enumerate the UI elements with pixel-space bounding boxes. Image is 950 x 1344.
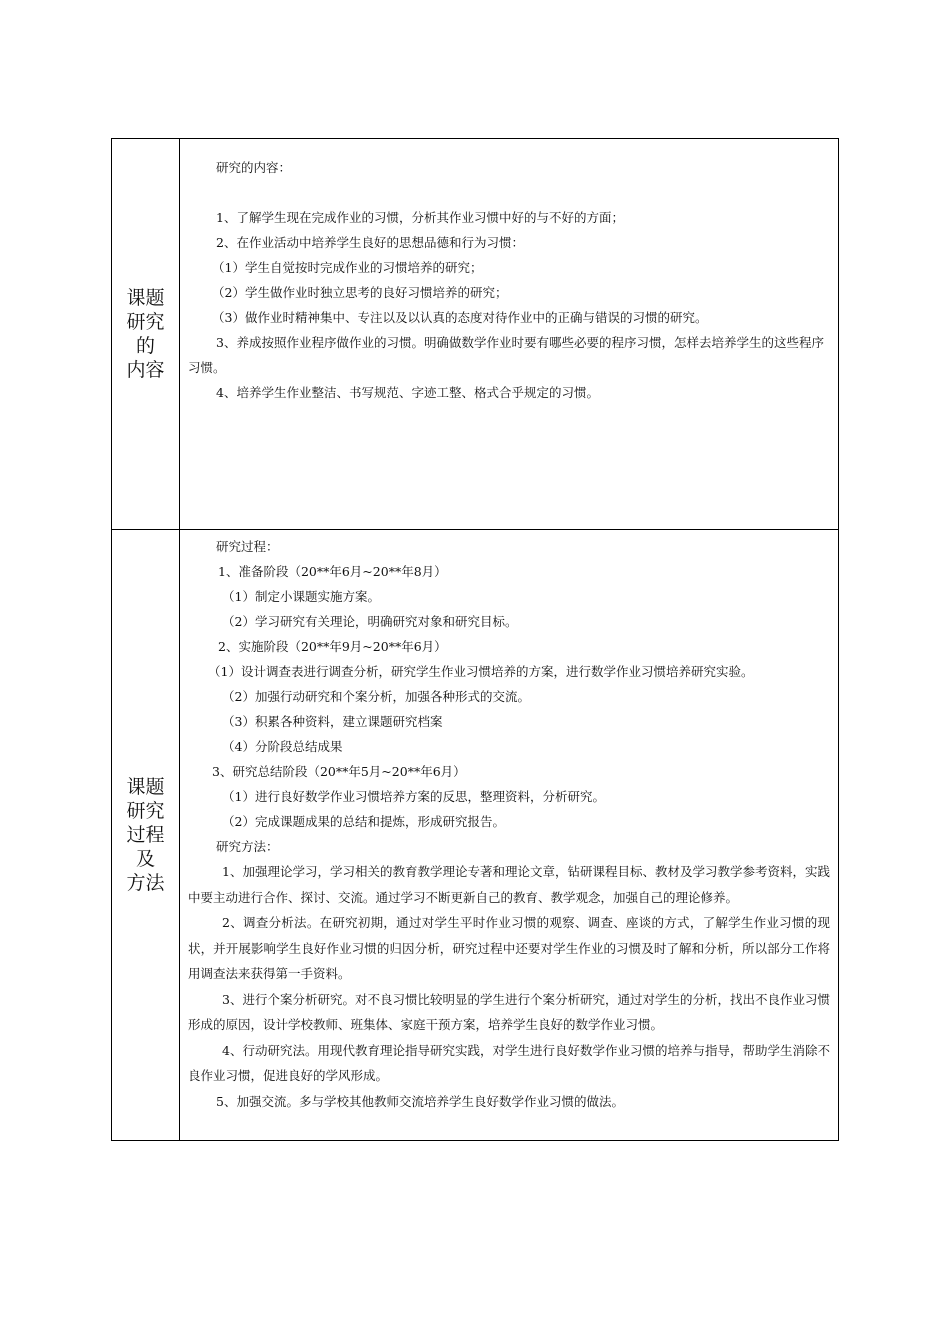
- process-item: （1）进行良好数学作业习惯培养方案的反思，整理资料，分析研究。: [222, 789, 605, 804]
- label-line: 研究: [126, 311, 165, 333]
- process-item: 2、实施阶段（20**年9月~20**年6月）: [218, 639, 447, 654]
- process-item: （1）制定小课题实施方案。: [222, 589, 380, 604]
- label-research-content: [112, 139, 180, 530]
- method-heading: 研究方法：: [216, 839, 279, 854]
- research-table: [111, 138, 839, 1141]
- content-item: 1、了解学生现在完成作业的习惯，分析其作业习惯中好的与不好的方面；: [216, 210, 624, 225]
- method-paragraph: 4、行动研究法。用现代教育理论指导研究实践，对学生进行良好数学作业习惯的培养与指导，帮助学生消除不良作业习惯，促进良好的学风形成。: [188, 1042, 830, 1083]
- process-item: 1、准备阶段（20**年6月~20**年8月）: [218, 564, 447, 579]
- table-row-content: [112, 139, 839, 530]
- label-line: 课题: [126, 776, 165, 798]
- content-heading: 研究的内容：: [216, 160, 292, 175]
- content-item: 2、在作业活动中培养学生良好的思想品德和行为习惯：: [216, 235, 524, 250]
- label-line: 及: [135, 848, 155, 870]
- method-paragraph: 3、进行个案分析研究。对不良习惯比较明显的学生进行个案分析研究，通过对学生的分析，找出不良作业习惯形成的原因，设计学校教师、班集体、家庭干预方案，培养学生良好的数学作业习惯。: [188, 991, 830, 1032]
- label-line: 的: [135, 335, 155, 357]
- content-item: 3、养成按照作业程序做作业的习惯。明确做数学作业时要有哪些必要的程序习惯，怎样去培养学生的这些程序习惯。: [188, 335, 824, 375]
- label-line: 研究: [126, 800, 165, 822]
- label-line: 过程: [126, 824, 165, 846]
- label-line: 课题: [126, 287, 165, 309]
- research-process-cell: [180, 530, 839, 1141]
- content-item: （1）学生自觉按时完成作业的习惯培养的研究；: [212, 260, 483, 275]
- process-item: （2）完成课题成果的总结和提炼，形成研究报告。: [222, 814, 505, 829]
- process-item: （1）设计调查表进行调查分析，研究学生作业习惯培养的方案，进行数学作业习惯培养研究实验。: [208, 664, 754, 679]
- research-content-cell: [180, 139, 839, 530]
- content-item: 4、培养学生作业整洁、书写规范、字迹工整、格式合乎规定的习惯。: [216, 385, 599, 400]
- method-paragraph: 5、加强交流。多与学校其他教师交流培养学生良好数学作业习惯的做法。: [216, 1093, 624, 1109]
- content-item: （2）学生做作业时独立思考的良好习惯培养的研究；: [212, 285, 508, 300]
- process-item: （2）加强行动研究和个案分析，加强各种形式的交流。: [222, 689, 530, 704]
- label-line: 内容: [126, 359, 165, 381]
- process-item: （4）分阶段总结成果: [222, 739, 343, 754]
- process-item: （2）学习研究有关理论，明确研究对象和研究目标。: [222, 614, 518, 629]
- process-item: （3）积累各种资料，建立课题研究档案: [222, 714, 443, 729]
- process-heading: 研究过程：: [216, 539, 279, 554]
- content-item: （3）做作业时精神集中、专注以及以认真的态度对待作业中的正确与错误的习惯的研究。: [212, 310, 708, 325]
- label-line: 方法: [126, 872, 165, 894]
- method-paragraph: 1、加强理论学习，学习相关的教育教学理论专著和理论文章，钻研课程目标、教材及学习教学参考资料，实践中要主动进行合作、探讨、交流。通过学习不断更新自己的教育、教学观念，加强自己的理论修养。: [188, 864, 830, 905]
- method-paragraph: 2、调查分析法。在研究初期，通过对学生平时作业习惯的观察、调查、座谈的方式，了解学生作业习惯的现状，并开展影响学生良好作业习惯的归因分析，研究过程中还要对学生作业的习惯及时了解和分析，所以部分工作将用调查法来获得第一手资料。: [188, 915, 830, 981]
- label-research-process: [112, 530, 180, 1141]
- table-row-process: [112, 530, 839, 1141]
- process-item: 3、研究总结阶段（20**年5月~20**年6月）: [212, 764, 466, 779]
- document-page: [111, 138, 839, 1141]
